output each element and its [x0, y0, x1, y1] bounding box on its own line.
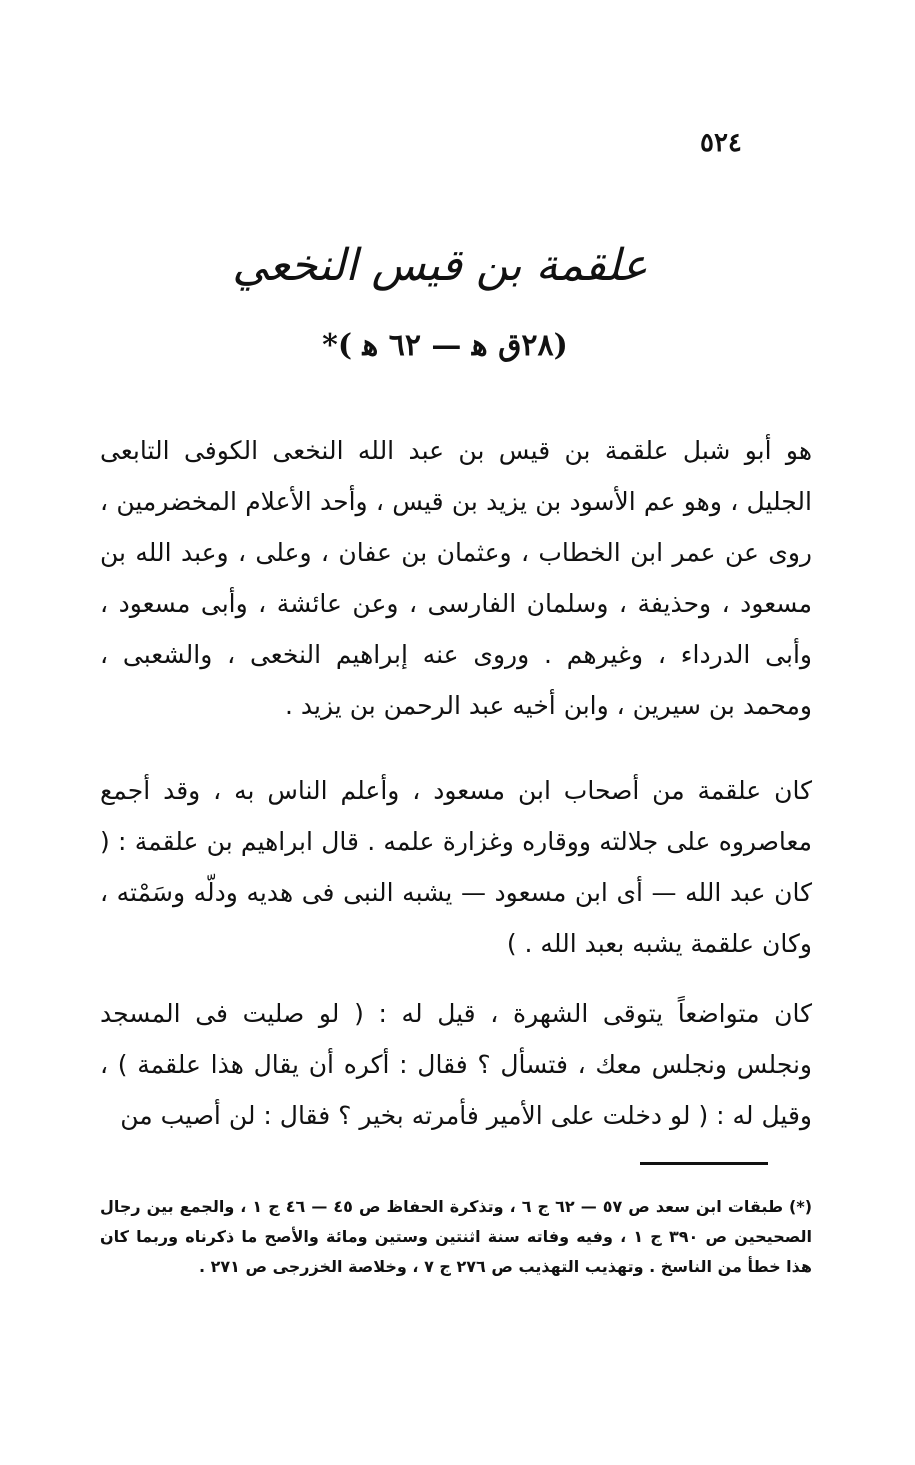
biography-dates: (٢٨ق ﻫ — ٦٢ ﻫ )*: [322, 328, 568, 363]
footnote: (*) طبقات ابن سعد ص ٥٧ — ٦٢ ج ٦ ، وتذكرة الحفاظ ص ٤٥ — ٤٦ ج ١ ، والجمع بين رجال الصحيحين ص ٣٩٠ ج ١ ، وفيه وفاته سنة اثنتين وستين ومائة والأصح ما ذكرناه وربما كان هذا خطأ من الناسخ . وتهذيب التهذيب ص ٢٧٦ ج ٧ ، وخلاصة الخزرجى ص ٢٧١ .: [100, 1197, 813, 1276]
paragraph-1: هو أبو شبل علقمة بن قيس بن عبد الله النخعى الكوفى التابعى الجليل ، وهو عم الأسود بن يزيد بن قيس ، وأحد الأعلام المخضرمين ، روى عن عمر ابن الخطاب ، وعثمان بن عفان ، وعلى ، وعبد الله بن مسعود ، وحذيفة ، وسلمان الفارسى ، وعن عائشة ، وأبى مسعود ، وأبى الدرداء ، وغيرهم . وروى عنه إبراهيم النخعى ، والشعبى ، ومحمد بن سيرين ، وابن أخيه عبد الرحمن بن يزيد .: [100, 436, 812, 720]
page-number: ٥٢٤: [700, 128, 742, 158]
paragraph-2: كان علقمة من أصحاب ابن مسعود ، وأعلم الناس به ، وقد أجمع معاصروه على جلالته ووقاره وغزارة علمه . قال ابراهيم بن علقمة : ( كان عبد الله — أى ابن مسعود — يشبه النبى فى هديه ودلّه وسَمْته ، وكان علقمة يشبه بعبد الله . ): [100, 776, 812, 958]
footnote-divider: [640, 1162, 768, 1165]
page-title: علقمة بن قيس النخعي: [232, 240, 648, 291]
paragraph-3: كان متواضعاً يتوقى الشهرة ، قيل له : ( لو صليت فى المسجد ونجلس ونجلس معك ، فتسأل ؟ فقال : أكره أن يقال هذا علقمة ) ، وقيل له : ( لو دخلت على الأمير فأمرته بخير ؟ فقال : لن أصيب من: [100, 999, 812, 1130]
